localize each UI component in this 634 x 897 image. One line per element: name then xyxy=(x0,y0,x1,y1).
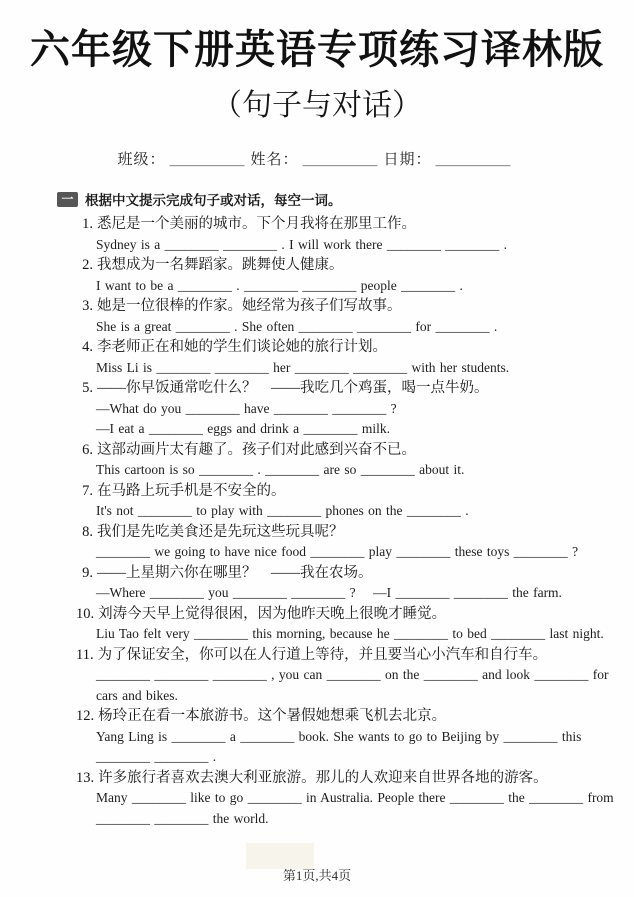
name-label: 姓名： xyxy=(250,152,299,168)
item-english-line: Liu Tao felt very ________ this morning, because he ________ to bed ________ last night. xyxy=(96,626,604,641)
item-number: 5. xyxy=(82,380,93,396)
section-header xyxy=(57,189,634,209)
item-english-line: This cartoon is so ________ . ________ are so ________ about it. xyxy=(96,462,465,477)
item-english-line: ________ ________ the world. xyxy=(96,810,269,826)
section-one-marker-icon: 一 xyxy=(57,192,78,207)
item-number: 3. xyxy=(82,298,93,314)
date-label: 日期： xyxy=(383,152,432,168)
item-english-line: ________ we going to have nice food ________ play ________ these toys ________ ? xyxy=(96,544,579,559)
item-chinese: 她是一位很棒的作家。她经常为孩子们写故事。 xyxy=(97,298,402,314)
item-number: 8. xyxy=(82,523,93,540)
page-subtitle: （句子与对话） xyxy=(212,89,422,122)
item-english-line: Many ________ like to go ________ in Australia. People there ________ the ________ from xyxy=(96,790,614,805)
exercise-item xyxy=(76,706,628,768)
exercise-item xyxy=(76,214,628,255)
item-english-line: cars and bikes. xyxy=(96,687,178,703)
exercise-item xyxy=(76,563,628,604)
item-english-line: Yang Ling is ________ a ________ book. She wants to go to Beijing by ________ this xyxy=(96,728,582,744)
item-english-line: ________ ________ . xyxy=(96,749,217,764)
exercise-item xyxy=(76,337,628,378)
page-title: 六年级下册英语专项练习译林版 xyxy=(30,27,604,72)
item-english-line: Sydney is a ________ ________ . I will work there ________ ________ . xyxy=(96,236,507,252)
item-chinese: ——上星期六你在哪里？ ——我在农场。 xyxy=(97,564,373,581)
item-chinese: 这部动画片太有趣了。孩子们对此感到兴奋不已。 xyxy=(97,441,416,458)
class-label: 班级： xyxy=(117,152,166,168)
item-number: 7. xyxy=(82,482,93,499)
exercise-item xyxy=(76,440,628,481)
item-english-line: —What do you ________ have ________ ________ ? xyxy=(96,400,397,416)
item-chinese: 许多旅行者喜欢去澳大利亚旅游。那儿的人欢迎来自世界各地的游客。 xyxy=(98,769,548,786)
item-chinese: 我们是先吃美食还是先玩这些玩具呢？ xyxy=(97,523,344,540)
date-blank-line: ＿＿＿＿＿ xyxy=(435,152,511,168)
exercise-item xyxy=(76,645,628,707)
item-chinese: 我想成为一名舞蹈家。跳舞使人健康。 xyxy=(97,257,344,273)
item-number: 9. xyxy=(82,564,93,581)
class-blank-line: ＿＿＿＿＿ xyxy=(169,152,245,168)
item-number: 10. xyxy=(76,605,95,622)
exercise-item xyxy=(76,604,628,645)
item-number: 2. xyxy=(82,257,93,273)
item-number: 4. xyxy=(82,339,93,355)
item-chinese: 悉尼是一个美丽的城市。下个月我将在那里工作。 xyxy=(97,216,416,232)
exercise-item xyxy=(76,522,628,563)
exercise-item xyxy=(76,768,628,830)
item-chinese: ——你早饭通常吃什么？ ——我吃几个鸡蛋，喝一点牛奶。 xyxy=(97,380,489,396)
exercise-list xyxy=(76,214,628,829)
exercise-item xyxy=(76,296,628,337)
exercise-item xyxy=(76,255,628,296)
item-english-line: —I eat a ________ eggs and drink a ________ milk. xyxy=(96,421,390,436)
item-chinese: 李老师正在和她的学生们谈论她的旅行计划。 xyxy=(97,339,387,355)
item-english-line: —Where ________ you ________ ________ ? —I ________ ________ the farm. xyxy=(96,585,562,600)
item-english-line: She is a great ________ . She often ________ ________ for ________ . xyxy=(96,318,498,334)
item-number: 6. xyxy=(82,441,93,458)
item-english-line: Miss Li is ________ ________ her ________ ________ with her students. xyxy=(96,359,510,375)
item-chinese: 在马路上玩手机是不安全的。 xyxy=(97,482,286,499)
item-number: 11. xyxy=(76,646,94,663)
item-chinese: 刘涛今天早上觉得很困，因为他昨天晚上很晚才睡觉。 xyxy=(98,605,447,622)
section-instruction: 根据中文提示完成句子或对话，每空一词。 xyxy=(85,193,342,208)
item-number: 12. xyxy=(76,708,95,724)
exercise-item xyxy=(76,481,628,522)
item-number: 1. xyxy=(82,216,93,232)
student-info-line xyxy=(0,148,634,169)
name-blank-line: ＿＿＿＿＿ xyxy=(302,152,378,168)
item-english-line: I want to be a ________ . ________ ________ people ________ . xyxy=(96,277,463,293)
item-chinese: 为了保证安全，你可以在人行道上等待，并且要当心小汽车和自行车。 xyxy=(97,646,548,663)
item-chinese: 杨玲正在看一本旅游书。这个暑假她想乘飞机去北京。 xyxy=(98,708,447,724)
item-number: 13. xyxy=(76,769,95,786)
item-english-line: It's not ________ to play with ________ phones on the ________ . xyxy=(96,503,469,518)
item-english-line: ________ ________ ________ , you can ________ on the ________ and look ________ for xyxy=(96,667,609,682)
page-indicator: 第1页,共4页 xyxy=(282,868,352,883)
exercise-item xyxy=(76,378,628,440)
